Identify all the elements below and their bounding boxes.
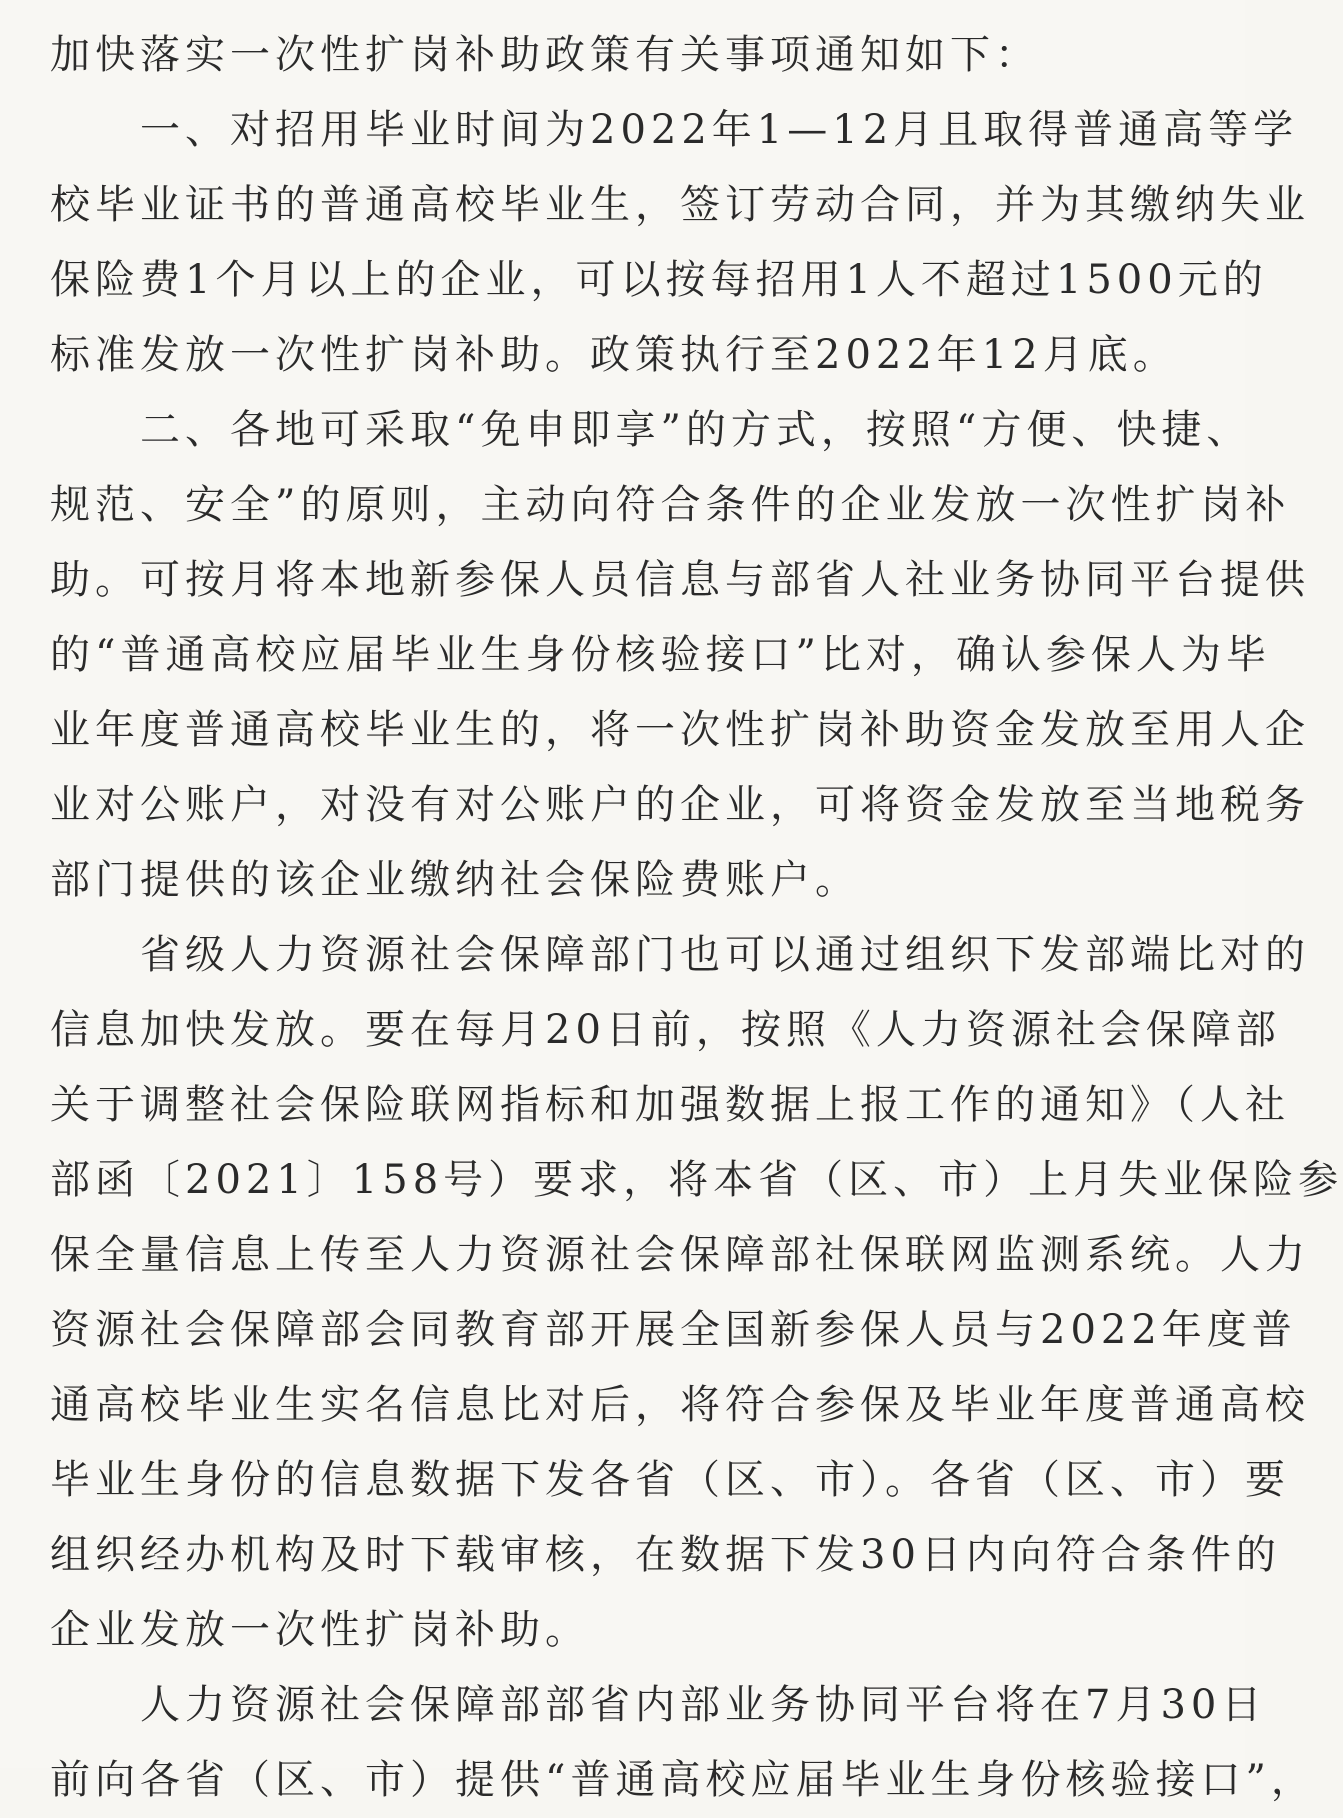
text-line: 标准发放一次性扩岗补助。政策执行至2022年12月底。 xyxy=(50,332,1178,378)
document-body xyxy=(50,18,1343,1818)
text-line: 毕业生身份的信息数据下发各省（区、市）。各省（区、市）要 xyxy=(50,1457,1290,1503)
text-line: 助。可按月将本地新参保人员信息与部省人社业务协同平台提供 xyxy=(50,557,1310,603)
text-line: 关于调整社会保险联网指标和加强数据上报工作的通知》（人社 xyxy=(50,1082,1290,1128)
text-line: 业年度普通高校毕业生的，将一次性扩岗补助资金发放至用人企 xyxy=(50,707,1310,753)
text-line: 信息加快发放。要在每月20日前，按照《人力资源社会保障部 xyxy=(50,1007,1281,1053)
text-line: 人力资源社会保障部部省内部业务协同平台将在7月30日 xyxy=(140,1682,1267,1728)
text-line: 二、各地可采取“免申即享”的方式，按照“方便、快捷、 xyxy=(140,407,1252,453)
text-line: 企业发放一次性扩岗补助。 xyxy=(50,1607,590,1653)
text-line: 加快落实一次性扩岗补助政策有关事项通知如下： xyxy=(50,32,1040,78)
text-line: 业对公账户，对没有对公账户的企业，可将资金发放至当地税务 xyxy=(50,782,1310,828)
text-line: 组织经办机构及时下载审核，在数据下发30日内向符合条件的 xyxy=(50,1532,1281,1578)
text-line: 部函〔2021〕158号）要求，将本省（区、市）上月失业保险参 xyxy=(50,1157,1343,1203)
text-line: 保险费1个月以上的企业，可以按每招用1人不超过1500元的 xyxy=(50,257,1268,303)
text-line: 保全量信息上传至人力资源社会保障部社保联网监测系统。人力 xyxy=(50,1232,1310,1278)
text-line: 通高校毕业生实名信息比对后，将符合参保及毕业年度普通高校 xyxy=(50,1382,1310,1428)
text-line: 部门提供的该企业缴纳社会保险费账户。 xyxy=(50,857,860,903)
text-line: 前向各省（区、市）提供“普通高校应届毕业生身份核验接口”， xyxy=(50,1757,1316,1803)
text-line: 校毕业证书的普通高校毕业生，签订劳动合同，并为其缴纳失业 xyxy=(50,182,1310,228)
text-line: 规范、安全”的原则，主动向符合条件的企业发放一次性扩岗补 xyxy=(50,482,1291,528)
text-line: 的“普通高校应届毕业生身份核验接口”比对，确认参保人为毕 xyxy=(50,632,1271,678)
text-line: 省级人力资源社会保障部门也可以通过组织下发部端比对的 xyxy=(140,932,1310,978)
text-line: 一、对招用毕业时间为2022年1—12月且取得普通高等学 xyxy=(140,107,1299,153)
text-line: 资源社会保障部会同教育部开展全国新参保人员与2022年度普 xyxy=(50,1307,1297,1353)
